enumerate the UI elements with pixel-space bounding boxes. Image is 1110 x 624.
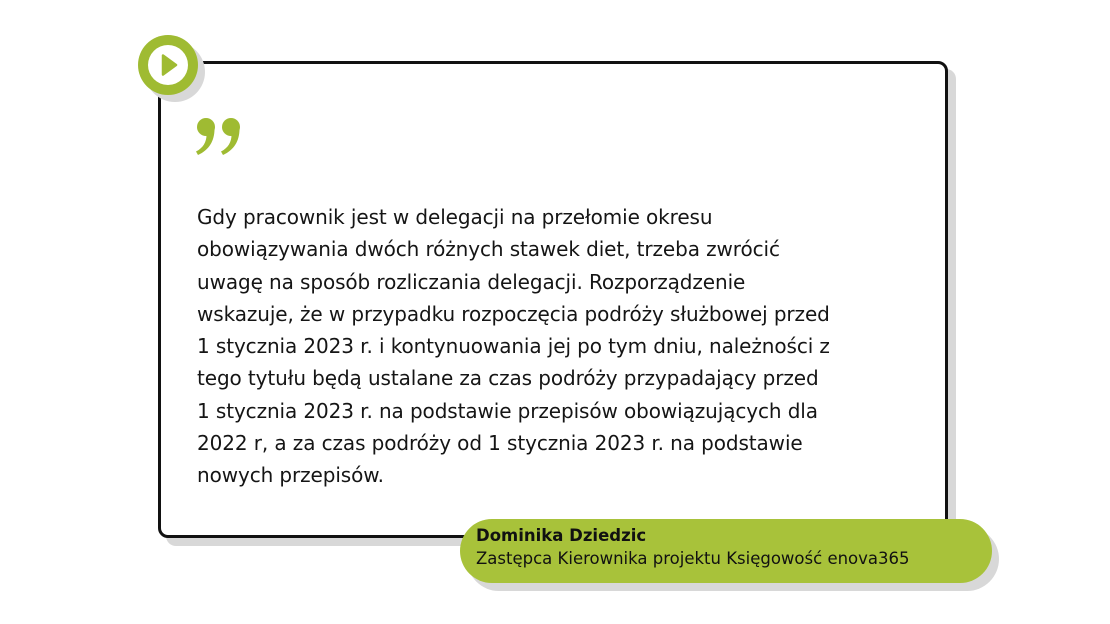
quote-line: obowiązywania dwóch różnych stawek diet, trzeba zwrócić [197,237,780,262]
quote-line: uwagę na sposób rozliczania delegacji. Rozporządzenie [197,269,746,294]
quote-line: nowych przepisów. [197,463,384,488]
quote-text [197,201,937,492]
author-title: Zastępca Kierownika projektu Księgowość enova365 [476,549,910,568]
author-name: Dominika Dziedzic [476,526,647,545]
quote-line: Gdy pracownik jest w delegacji na przełomie okresu [197,205,713,229]
quote-line: tego tytułu będą ustalane za czas podróży przypadający przed [197,366,819,391]
quote-line: 1 stycznia 2023 r. na podstawie przepisów obowiązujących dla [197,398,818,423]
play-icon [138,35,198,95]
play-button[interactable] [138,35,198,95]
quote-line: 2022 r, a za czas podróży od 1 stycznia 2023 r. na podstawie [197,431,803,456]
quote-line: 1 stycznia 2023 r. i kontynuowania jej po tym dniu, należności z [197,334,830,359]
quote-line: wskazuje, że w przypadku rozpoczęcia podróży służbowej przed [197,301,830,326]
author-badge [460,519,992,583]
closing-quote-icon [196,117,244,157]
